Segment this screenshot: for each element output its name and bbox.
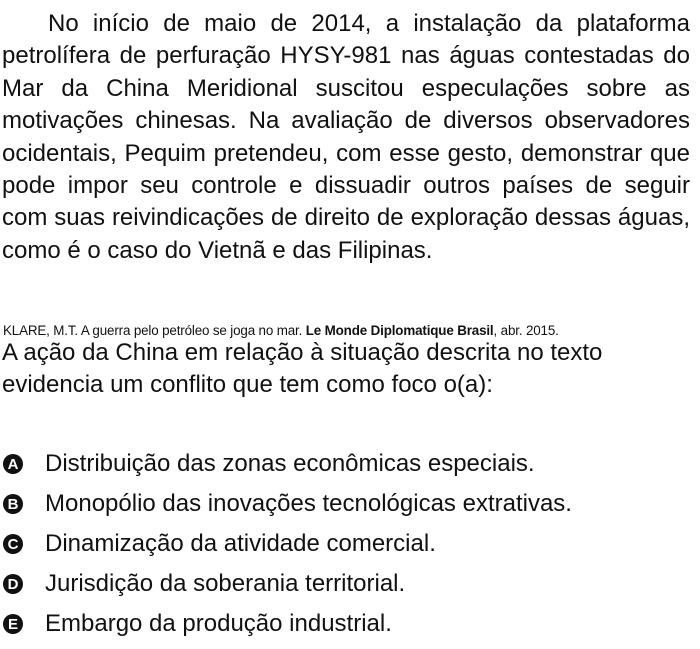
option-d[interactable]	[0, 564, 700, 604]
option-e-letter-badge: E	[3, 614, 23, 634]
option-e[interactable]	[0, 604, 700, 644]
option-c-letter-badge: C	[3, 534, 23, 554]
option-d-letter-badge: D	[3, 574, 23, 594]
source-citation-suffix: , abr. 2015.	[493, 323, 559, 338]
option-c-text: Dinamização da atividade comercial.	[45, 530, 436, 557]
option-a-text: Distribuição das zonas econômicas especiais.	[45, 450, 535, 477]
option-b-text: Monopólio das inovações tecnológicas extrativas.	[45, 490, 572, 517]
option-b[interactable]	[0, 484, 700, 524]
option-e-text: Embargo da produção industrial.	[45, 610, 392, 637]
source-citation-prefix: KLARE, M.T. A guerra pelo petróleo se joga no mar.	[3, 323, 306, 338]
answer-options	[0, 444, 700, 644]
option-b-letter-badge: B	[3, 494, 23, 514]
source-publication: Le Monde Diplomatique Brasil	[305, 323, 494, 338]
passage-text: No início de maio de 2014, a instalação da plataforma petrolífera de perfuração HYSY-981 nas águas contestadas do Mar da China Meridional suscitou especulações sobre as motivações chinesas. Na avaliação de diversos observadores ocidentais, Pequim pretendeu, com esse gesto, demonstrar que pode impor seu controle e dissuadir outros países de seguir com suas reivindicações de direito de exploração dessas águas, como é o caso do Vietnã e das Filipinas.	[2, 10, 690, 264]
question-stem: A ação da China em relação à situação descrita no texto evidencia um conflito que tem como foco o(a):	[2, 339, 603, 398]
option-a-letter-badge: A	[3, 454, 23, 474]
option-a[interactable]	[0, 444, 700, 484]
option-c[interactable]	[0, 524, 700, 564]
option-d-text: Jurisdição da soberania territorial.	[45, 570, 406, 597]
